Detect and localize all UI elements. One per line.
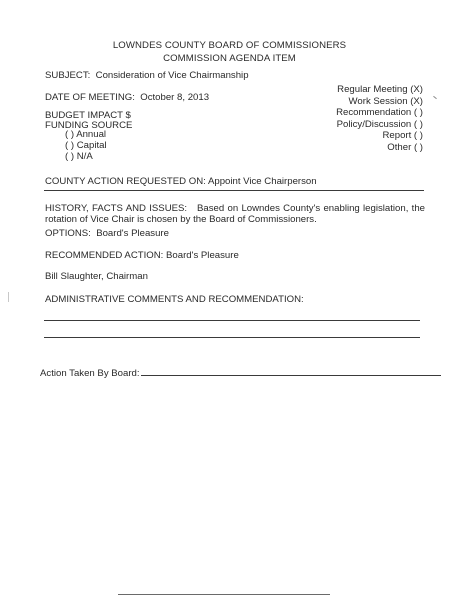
document-subtitle: COMMISSION AGENDA ITEM <box>163 53 296 64</box>
funding-source-label: FUNDING SOURCE <box>45 120 133 131</box>
subject-label: SUBJECT: <box>45 70 91 81</box>
section-divider <box>44 190 424 191</box>
funding-option-annual: ( ) Annual <box>65 129 107 140</box>
options-row <box>45 228 169 240</box>
funding-option-capital: ( ) Capital <box>65 140 107 151</box>
action-taken-line[interactable] <box>141 375 441 376</box>
recommended-action-value: Board's Pleasure <box>166 250 239 261</box>
signatory: Bill Slaughter, Chairman <box>45 271 148 282</box>
history-text: Based on Lowndes County's enabling legislation, the rotation of Vice Chair is chosen by the Board of Commissioners. <box>45 203 426 226</box>
scan-speck <box>433 96 437 99</box>
options-label: OPTIONS: <box>45 228 91 239</box>
meeting-type-other: Other ( ) <box>387 141 423 153</box>
options-value: Board's Pleasure <box>96 228 169 239</box>
county-action-row <box>45 176 317 188</box>
date-of-meeting-value: October 8, 2013 <box>140 92 210 103</box>
meeting-type-policy-discussion: Policy/Discussion ( ) <box>336 118 423 130</box>
action-taken-label: Action Taken By Board: <box>40 368 140 379</box>
scan-artifact <box>8 292 9 302</box>
meeting-type-regular: Regular Meeting (X) <box>337 84 423 95</box>
meeting-type-report: Report ( ) <box>382 130 423 142</box>
admin-comments-line-2[interactable] <box>44 337 420 338</box>
county-action-value: Appoint Vice Chairperson <box>207 176 317 187</box>
subject-value: Consideration of Vice Chairmanship <box>95 70 249 81</box>
document-title: LOWNDES COUNTY BOARD OF COMMISSIONERS <box>112 40 347 51</box>
county-action-label: COUNTY ACTION REQUESTED ON: <box>45 176 206 187</box>
subject-row <box>45 70 249 82</box>
action-taken-row <box>40 368 441 380</box>
date-of-meeting-label: DATE OF MEETING: <box>45 92 135 103</box>
date-of-meeting-row <box>45 92 209 104</box>
admin-comments-line-1[interactable] <box>44 320 420 321</box>
recommended-action-row <box>45 250 239 262</box>
funding-option-na: ( ) N/A <box>65 151 93 162</box>
meeting-type-work-session: Work Session (X) <box>348 95 423 107</box>
funding-source-options <box>65 129 107 162</box>
history-label: HISTORY, FACTS AND ISSUES: <box>45 203 188 214</box>
page-bottom-edge <box>118 594 330 595</box>
history-paragraph <box>45 203 425 226</box>
recommended-action-label: RECOMMENDED ACTION: <box>45 250 164 261</box>
admin-comments-label: ADMINISTRATIVE COMMENTS AND RECOMMENDATION: <box>45 294 304 305</box>
meeting-type-list <box>336 84 423 154</box>
budget-impact-label: BUDGET IMPACT $ <box>45 110 131 121</box>
meeting-type-recommendation: Recommendation ( ) <box>336 107 423 119</box>
